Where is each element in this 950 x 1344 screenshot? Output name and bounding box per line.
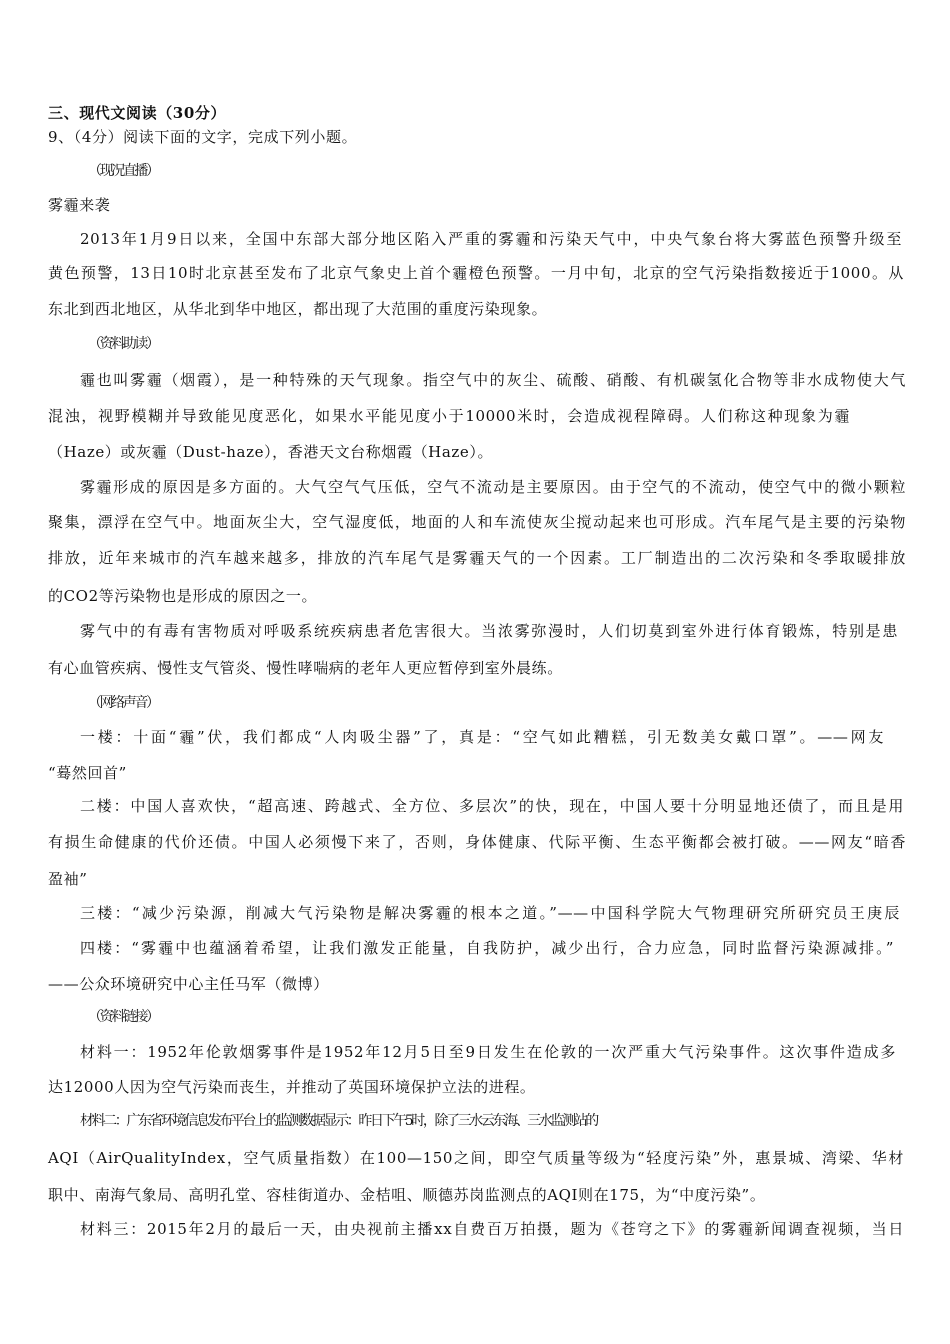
live-subtitle: 雾霾来袭 — [48, 196, 111, 214]
paragraph-line: 四楼：“雾霾中也蕴涵着希望，让我们激发正能量，自我防护，减少出行，合力应急，同时监督污染源减排。” — [80, 939, 894, 957]
paragraph-line: 黄色预警，13日10时北京甚至发布了北京气象史上首个霾橙色预警。一月中旬，北京的空气污染指数接近于1000。从 — [48, 264, 904, 282]
paragraph-line: 材料二：广东省环境信息发布平台上的监测数据显示：昨日下午5时，除了三水云东海、三水监测站的 — [80, 1113, 597, 1129]
paragraph-line: 聚集，漂浮在空气中。地面灰尘大，空气湿度低，地面的人和车流使灰尘搅动起来也可形成。汽车尾气是主要的污染物 — [48, 513, 906, 531]
paragraph-line: AQI（AirQualityIndex，空气质量指数）在100—150之间，即空气质量等级为“轻度污染”外，惠景城、湾梁、华材 — [48, 1149, 904, 1167]
paragraph-line: 一楼：十面“霾”伏，我们都成“人肉吸尘器”了，真是：“空气如此糟糕，引无数美女戴口罩”。——网友 — [80, 728, 884, 746]
link-heading: （资料链接） — [88, 1009, 158, 1025]
paragraph-line: 雾气中的有毒有害物质对呼吸系统疾病患者危害很大。当浓雾弥漫时，人们切莫到室外进行体育锻炼，特别是患 — [80, 622, 898, 640]
paragraph-line: 材料一：1952年伦敦烟雾事件是1952年12月5日至9日发生在伦敦的一次严重大气污染事件。这次事件造成多 — [80, 1043, 896, 1061]
question-prompt: 9、（4分）阅读下面的文字，完成下列小题。 — [48, 128, 358, 146]
net-heading: （网络声音） — [88, 695, 158, 711]
paragraph-line: 排放，近年来城市的汽车越来越多，排放的汽车尾气是雾霾天气的一个因素。工厂制造出的二次污染和冬季取暖排放 — [48, 549, 906, 567]
live-heading: （现况直播） — [88, 163, 158, 179]
paragraph-line: 霾也叫雾霾（烟霞），是一种特殊的天气现象。指空气中的灰尘、硫酸、硝酸、有机碳氢化合物等非水成物使大气 — [80, 371, 906, 389]
paragraph-line: 雾霾形成的原因是多方面的。大气空气气压低，空气不流动是主要原因。由于空气的不流动，使空气中的微小颗粒 — [80, 478, 906, 496]
paragraph-line: 有损生命健康的代价还债。中国人必须慢下来了，否则，身体健康、代际平衡、生态平衡都会被打破。——网友“暗香 — [48, 833, 906, 851]
paragraph-line: 东北到西北地区，从华北到华中地区，都出现了大范围的重度污染现象。 — [48, 300, 548, 318]
paragraph-line: ——公众环境研究中心主任马军（微博） — [48, 975, 329, 993]
paragraph-line: 职中、南海气象局、高明孔堂、容桂街道办、金桔咀、顺德苏岗监测点的AQI则在175，为“中度污染”。 — [48, 1186, 766, 1204]
paragraph-line: 材料三：2015年2月的最后一天，由央视前主播xx自费百万拍摄，题为《苍穹之下》的雾霾新闻调查视频，当日 — [80, 1220, 904, 1238]
section-title: 三、现代文阅读（30分） — [48, 104, 227, 122]
paragraph-line: 达12000人因为空气污染而丧生，并推动了英国环境保护立法的进程。 — [48, 1078, 536, 1096]
paragraph-line: 盈袖” — [48, 870, 88, 888]
paragraph-line: 有心血管疾病、慢性支气管炎、慢性哮喘病的老年人更应暂停到室外晨练。 — [48, 659, 563, 677]
paragraph-line: （Haze）或灰霾（Dust-haze），香港天文台称烟霞（Haze）。 — [48, 443, 494, 461]
paragraph-line: 三楼：“减少污染源，削减大气污染物是解决雾霾的根本之道。”——中国科学院大气物理研究所研究员王庚辰 — [80, 904, 900, 922]
paragraph-line: “蓦然回首” — [48, 764, 127, 782]
paragraph-line: 混浊，视野模糊并导致能见度恶化，如果水平能见度小于10000米时，会造成视程障碍。人们称这种现象为霾 — [48, 407, 850, 425]
paragraph-line: 二楼：中国人喜欢快，“超高速、跨越式、全方位、多层次”的快，现在，中国人要十分明显地还债了，而且是用 — [80, 797, 904, 815]
paragraph-line: 2013年1月9日以来，全国中东部大部分地区陷入严重的雾霾和污染天气中，中央气象台将大雾蓝色预警升级至 — [80, 230, 902, 248]
paragraph-line: 的CO2等污染物也是形成的原因之一。 — [48, 587, 318, 605]
info-heading: （资料助读） — [88, 336, 158, 352]
